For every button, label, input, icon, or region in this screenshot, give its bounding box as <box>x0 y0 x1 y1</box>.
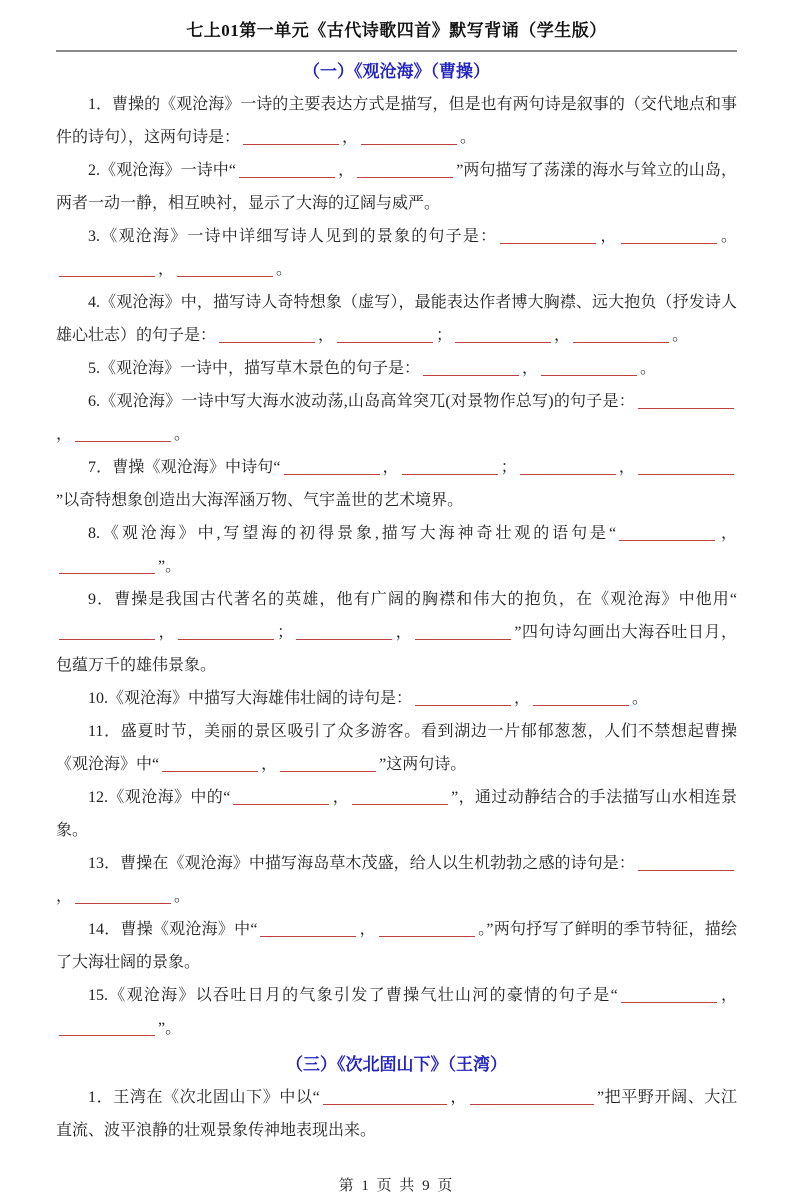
question-text: ， <box>338 162 355 179</box>
question <box>56 781 737 847</box>
question-text: 10.《观沧海》中描写大海雄伟壮阔的诗句是： <box>88 690 413 707</box>
answer-blank <box>178 624 274 640</box>
question-text: ， <box>158 624 176 641</box>
answer-blank <box>415 690 511 706</box>
question-text: 。”两句抒写了鲜明的季节特征，描绘了大海壮阔的景象。 <box>56 921 737 971</box>
question-text: 。 <box>632 690 649 707</box>
question <box>56 979 737 1045</box>
answer-blank <box>415 624 511 640</box>
question-text: 。 <box>719 228 737 245</box>
answer-blank <box>352 789 448 805</box>
answer-blank <box>233 789 329 805</box>
question <box>56 847 737 913</box>
question <box>56 682 737 715</box>
answer-blank <box>59 1020 155 1036</box>
question-text: ， <box>56 888 73 905</box>
question <box>56 913 737 979</box>
question-text: 12.《观沧海》中的“ <box>88 789 231 806</box>
answer-blank <box>284 459 380 475</box>
question-text: ”。 <box>158 558 182 575</box>
question-text: 11．盛夏时节，美丽的景区吸引了众多游客。看到湖边一片郁郁葱葱，人们不禁想起曹操《观沧海》中“ <box>56 723 737 773</box>
question-text: ， <box>719 987 737 1004</box>
answer-blank <box>533 690 629 706</box>
question-text: ， <box>318 327 335 344</box>
answer-blank <box>75 888 171 904</box>
answer-blank <box>243 129 339 145</box>
question-text: ， <box>261 756 278 773</box>
question-text: ”。 <box>158 1020 182 1037</box>
section-heading: （一）《观沧海》（曹操） <box>303 62 490 81</box>
question-text: ， <box>359 921 376 938</box>
answer-blank <box>520 459 616 475</box>
answer-blank <box>638 393 734 409</box>
question-text: 。 <box>174 888 191 905</box>
question <box>56 385 737 451</box>
answer-blank <box>75 426 171 442</box>
answer-blank <box>59 624 155 640</box>
question-text: ， <box>514 690 531 707</box>
question <box>56 220 737 286</box>
answer-blank <box>219 327 315 343</box>
answer-blank <box>280 756 376 772</box>
answer-blank <box>361 129 457 145</box>
question-text: 1．王湾在《次北固山下》中以“ <box>88 1089 320 1106</box>
question-text: ， <box>449 1089 467 1106</box>
question-text: 15.《观沧海》以吞吐日月的气象引发了曹操气壮山河的豪情的句子是“ <box>88 987 618 1004</box>
answer-blank <box>59 261 155 277</box>
question-text: 5.《观沧海》一诗中，描写草木景色的句子是： <box>88 360 421 377</box>
answer-blank <box>59 558 155 574</box>
question-text: ”，通过动静结合的手法描写山水相连景象。 <box>56 789 737 839</box>
answer-blank <box>455 327 551 343</box>
question-text: ， <box>718 525 737 542</box>
question-text: ”把平野开阔、大江直流、波平浪静的壮观景象传神地表现出来。 <box>56 1089 737 1139</box>
question-text: ， <box>522 360 539 377</box>
question-text: ， <box>342 129 359 146</box>
question <box>56 517 737 583</box>
question-text: ， <box>382 459 399 476</box>
question-text: ”以奇特想象创造出大海浑涵万物、气宇盖世的艺术境界。 <box>56 492 464 509</box>
question <box>56 715 737 781</box>
question-text: 13．曹操在《观沧海》中描写海岛草木茂盛，给人以生机勃勃之感的诗句是： <box>88 855 635 872</box>
question-text: 3.《观沧海》一诗中详细写诗人见到的景象的句子是： <box>88 228 498 245</box>
section-heading: （三）《次北固山下》（王湾） <box>286 1055 507 1074</box>
question-text: 9．曹操是我国古代著名的英雄，他有广阔的胸襟和伟大的抱负，在《观沧海》中他用“ <box>88 591 737 608</box>
question-text: 1．曹操的《观沧海》一诗的主要表达方式是描写，但是也有两句诗是叙事的（交代地点和事件的诗句），这两句诗是： <box>56 96 737 146</box>
answer-blank <box>573 327 669 343</box>
question-text: ， <box>599 228 618 245</box>
question-text: ， <box>554 327 571 344</box>
question-text: 。 <box>640 360 657 377</box>
document-title: 七上01第一单元《古代诗歌四首》默写背诵（学生版） <box>186 21 607 40</box>
answer-blank <box>470 1089 594 1105</box>
question-text: ”这两句诗。 <box>379 756 467 773</box>
answer-blank <box>379 921 475 937</box>
worksheet-content <box>56 55 737 1147</box>
question-text: 。 <box>672 327 689 344</box>
question-text: 14．曹操《观沧海》中“ <box>88 921 258 938</box>
question <box>56 88 737 154</box>
question-text: ； <box>500 459 517 476</box>
answer-blank <box>638 459 734 475</box>
question-text: ， <box>332 789 350 806</box>
question <box>56 286 737 352</box>
question <box>56 1081 737 1147</box>
question-text: 。 <box>276 261 293 278</box>
answer-blank <box>638 855 734 871</box>
question <box>56 583 737 682</box>
answer-blank <box>621 987 717 1003</box>
answer-blank <box>239 162 335 178</box>
answer-blank <box>177 261 273 277</box>
question-text: ， <box>618 459 635 476</box>
question <box>56 352 737 385</box>
answer-blank <box>162 756 258 772</box>
question-text: ， <box>158 261 175 278</box>
title-divider <box>56 50 737 52</box>
answer-blank <box>402 459 498 475</box>
question-text: ”四句诗勾画出大海吞吐日月，包蕴万千的雄伟景象。 <box>56 624 737 674</box>
answer-blank <box>357 162 453 178</box>
answer-blank <box>541 360 637 376</box>
question <box>56 154 737 220</box>
answer-blank <box>260 921 356 937</box>
answer-blank <box>423 360 519 376</box>
question <box>56 451 737 517</box>
answer-blank <box>323 1089 447 1105</box>
question-text: ， <box>56 426 73 443</box>
question-text: ， <box>395 624 413 641</box>
question-text: ”两句描写了荡漾的海水与耸立的山岛，两者一动一静，相互映衬，显示了大海的辽阔与威严。 <box>56 162 737 212</box>
answer-blank <box>500 228 596 244</box>
question-text: 2.《观沧海》一诗中“ <box>88 162 236 179</box>
question-text: ； <box>436 327 453 344</box>
question-text: ； <box>277 624 294 641</box>
answer-blank <box>621 228 717 244</box>
question-text: 6.《观沧海》一诗中写大海水波动荡,山岛高耸突兀(对景物作总写)的句子是： <box>88 393 635 410</box>
question-text: 。 <box>174 426 191 443</box>
page-footer: 第 1 页 共 9 页 <box>338 1178 455 1194</box>
answer-blank <box>337 327 433 343</box>
question-text: 。 <box>460 129 477 146</box>
answer-blank <box>296 624 392 640</box>
question-text: 7．曹操《观沧海》中诗句“ <box>88 459 281 476</box>
answer-blank <box>619 525 715 541</box>
question-text: 4.《观沧海》中，描写诗人奇特想象（虚写），最能表达作者博大胸襟、远大抱负（抒发诗人雄心壮志）的句子是： <box>56 294 737 344</box>
question-text: 8.《观沧海》中,写望海的初得景象,描写大海神奇壮观的语句是“ <box>88 525 617 542</box>
